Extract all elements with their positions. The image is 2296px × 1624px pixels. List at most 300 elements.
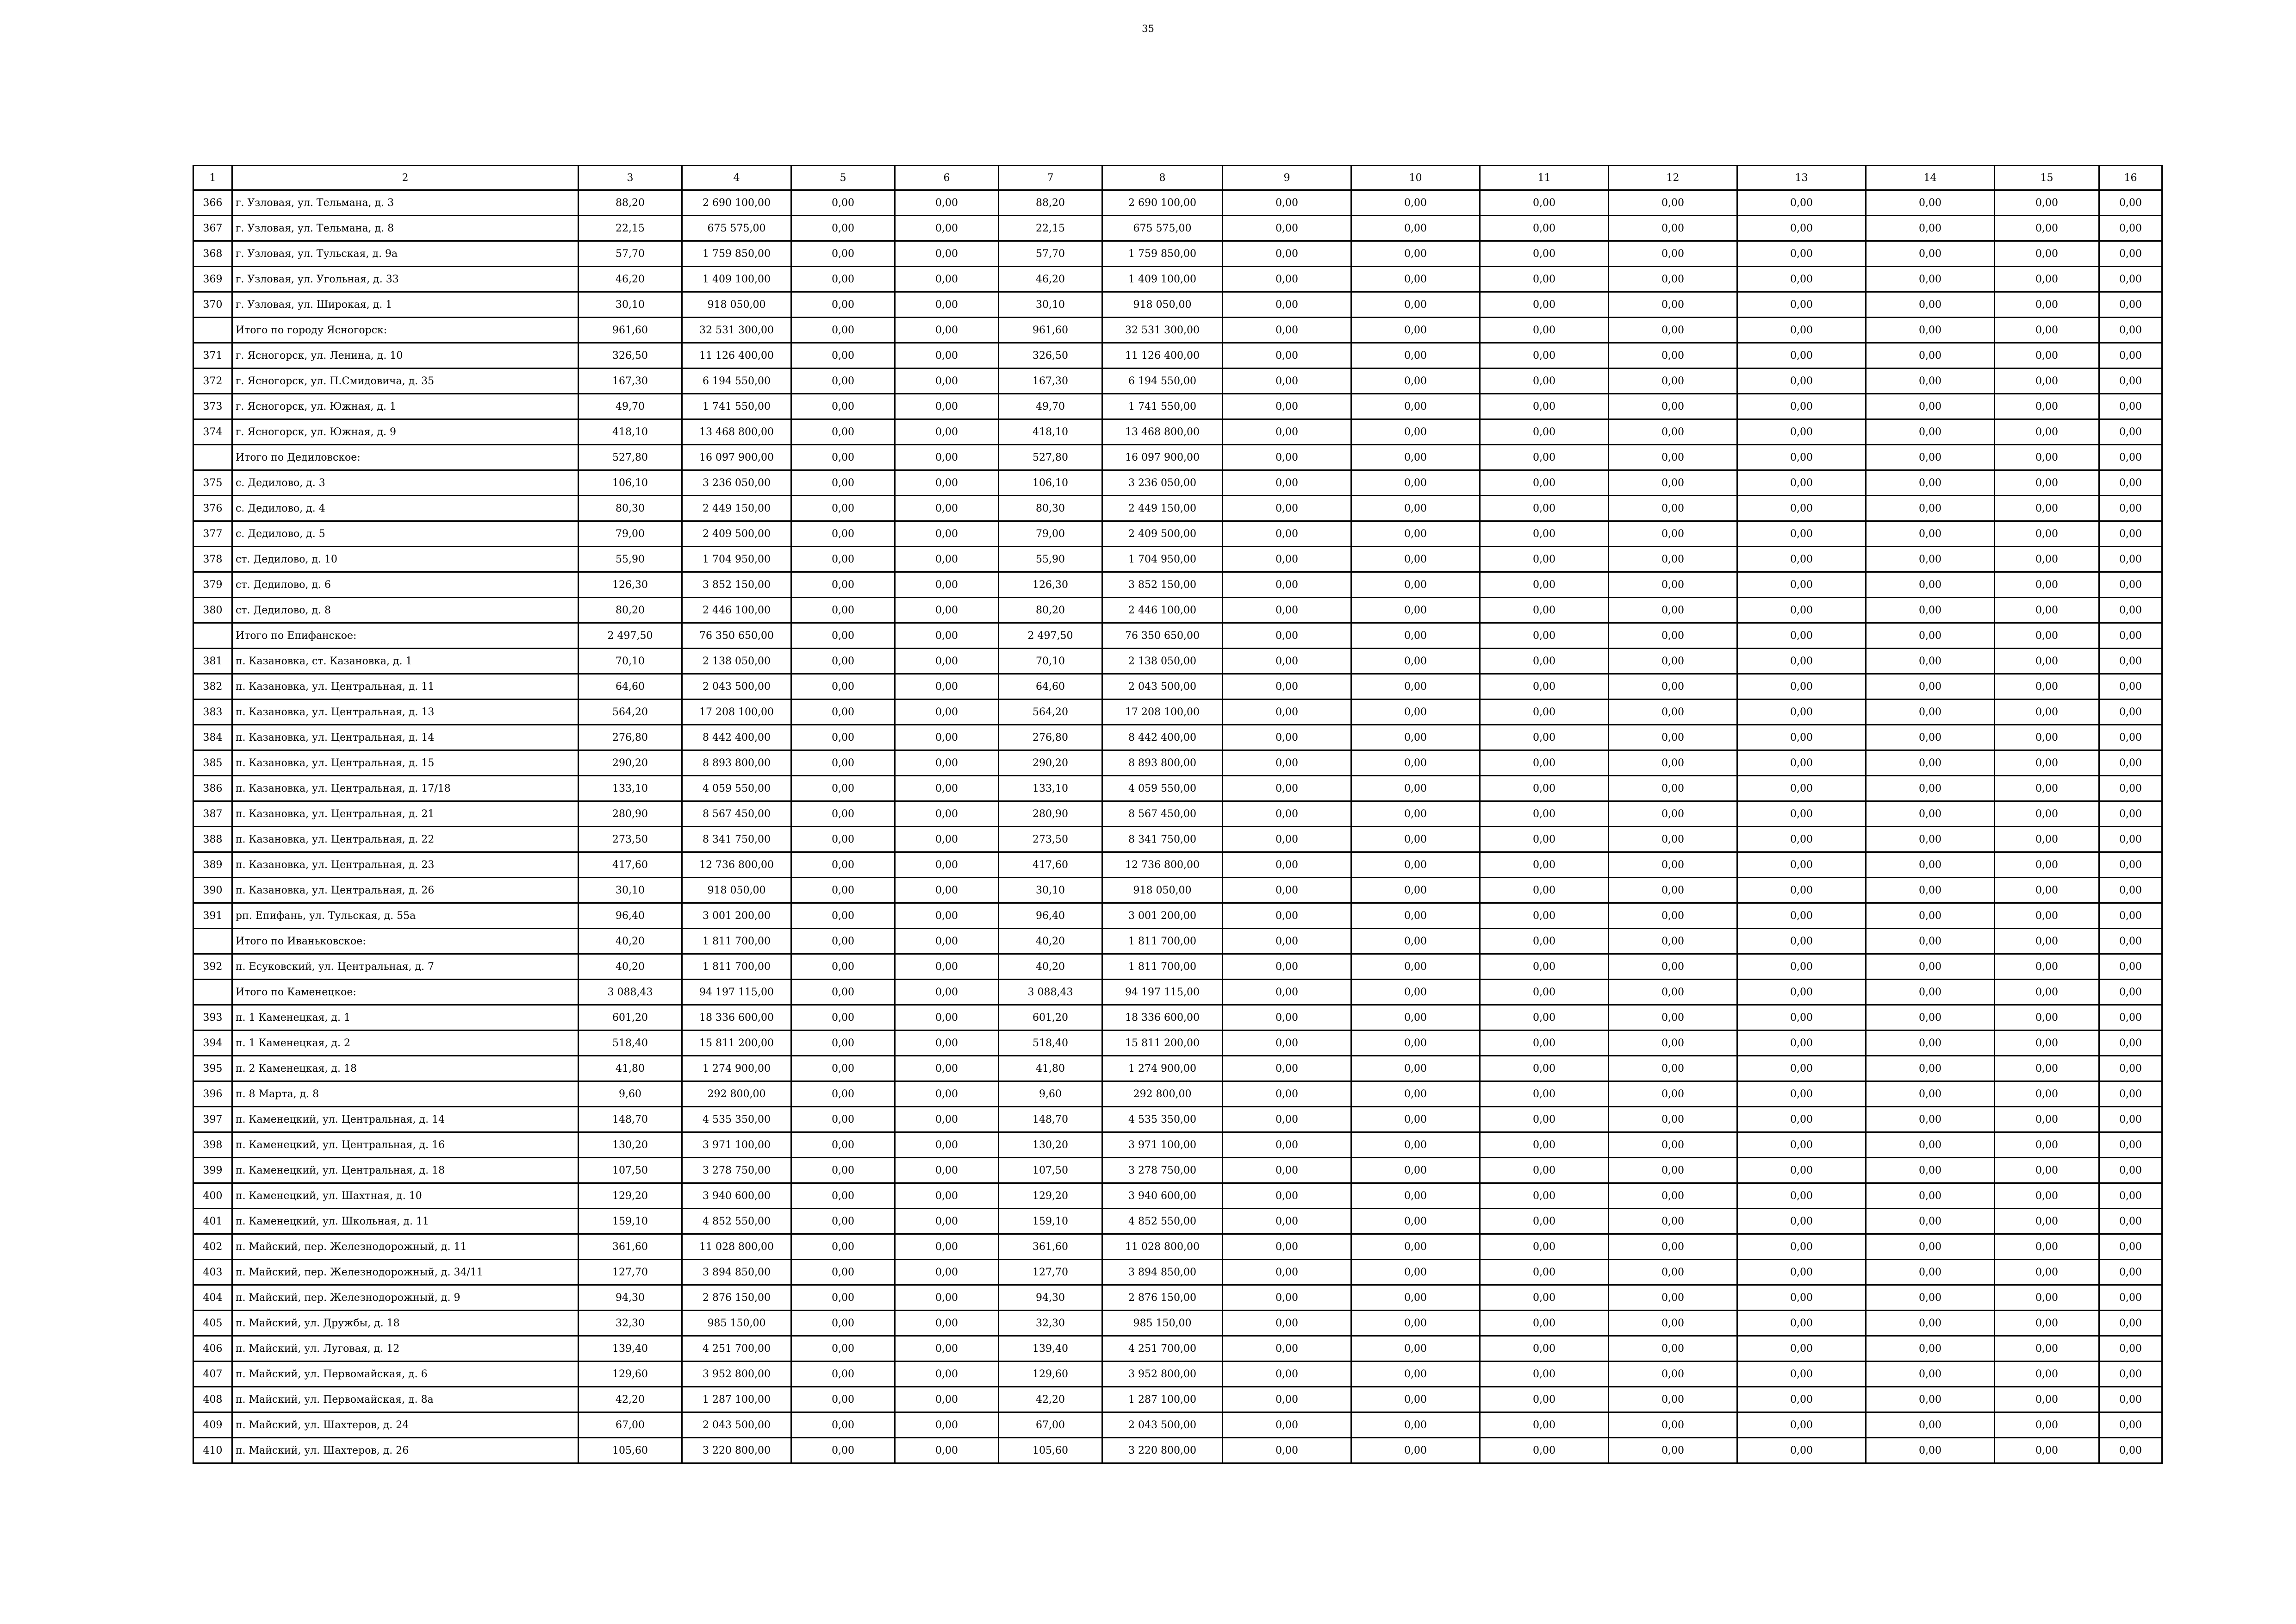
value-cell: 0,00 bbox=[1223, 1132, 1351, 1158]
value-cell: 0,00 bbox=[895, 1412, 999, 1438]
table-row bbox=[193, 649, 2162, 674]
value-cell: 0,00 bbox=[791, 725, 895, 750]
value-cell: 4 251 700,00 bbox=[682, 1336, 791, 1362]
value-cell: 0,00 bbox=[1609, 980, 1737, 1005]
row-number-cell: 376 bbox=[193, 496, 232, 521]
column-header: 12 bbox=[1609, 166, 1737, 190]
value-cell: 0,00 bbox=[1866, 216, 1995, 241]
value-cell: 0,00 bbox=[2099, 801, 2162, 827]
value-cell: 0,00 bbox=[2099, 1412, 2162, 1438]
value-cell: 0,00 bbox=[1609, 929, 1737, 954]
value-cell: 0,00 bbox=[1480, 801, 1609, 827]
value-cell: 0,00 bbox=[1223, 827, 1351, 852]
value-cell: 3 894 850,00 bbox=[1102, 1260, 1223, 1285]
value-cell: 0,00 bbox=[1866, 623, 1995, 649]
value-cell: 0,00 bbox=[895, 1081, 999, 1107]
value-cell: 0,00 bbox=[895, 1285, 999, 1311]
value-cell: 0,00 bbox=[1480, 1412, 1609, 1438]
row-number-cell bbox=[193, 980, 232, 1005]
value-cell: 0,00 bbox=[1223, 1336, 1351, 1362]
address-cell: п. Майский, ул. Шахтеров, д. 24 bbox=[232, 1412, 579, 1438]
value-cell: 46,20 bbox=[999, 267, 1102, 292]
value-cell: 16 097 900,00 bbox=[682, 445, 791, 470]
data-table bbox=[193, 165, 2163, 1464]
value-cell: 94,30 bbox=[999, 1285, 1102, 1311]
value-cell: 0,00 bbox=[895, 547, 999, 572]
value-cell: 129,60 bbox=[999, 1362, 1102, 1387]
value-cell: 0,00 bbox=[1480, 1260, 1609, 1285]
value-cell: 0,00 bbox=[2099, 216, 2162, 241]
value-cell: 11 028 800,00 bbox=[1102, 1234, 1223, 1260]
page-number: 35 bbox=[1142, 23, 1154, 34]
table-row bbox=[193, 598, 2162, 623]
value-cell: 167,30 bbox=[579, 369, 682, 394]
value-cell: 3 278 750,00 bbox=[1102, 1158, 1223, 1183]
value-cell: 4 251 700,00 bbox=[1102, 1336, 1223, 1362]
value-cell: 0,00 bbox=[1995, 725, 2099, 750]
table-row bbox=[193, 1081, 2162, 1107]
value-cell: 0,00 bbox=[1737, 649, 1866, 674]
value-cell: 3 852 150,00 bbox=[682, 572, 791, 598]
value-cell: 0,00 bbox=[1480, 1209, 1609, 1234]
value-cell: 0,00 bbox=[895, 903, 999, 929]
value-cell: 80,20 bbox=[999, 598, 1102, 623]
value-cell: 0,00 bbox=[1480, 419, 1609, 445]
value-cell: 0,00 bbox=[1223, 1387, 1351, 1412]
value-cell: 0,00 bbox=[2099, 776, 2162, 801]
value-cell: 0,00 bbox=[1866, 292, 1995, 318]
value-cell: 0,00 bbox=[2099, 1260, 2162, 1285]
value-cell: 0,00 bbox=[1995, 1183, 2099, 1209]
value-cell: 0,00 bbox=[1223, 929, 1351, 954]
column-header: 3 bbox=[579, 166, 682, 190]
value-cell: 0,00 bbox=[1480, 572, 1609, 598]
value-cell: 0,00 bbox=[1351, 521, 1480, 547]
value-cell: 0,00 bbox=[1223, 1158, 1351, 1183]
address-cell: п. Каменецкий, ул. Школьная, д. 11 bbox=[232, 1209, 579, 1234]
column-header: 11 bbox=[1480, 166, 1609, 190]
value-cell: 8 893 800,00 bbox=[682, 750, 791, 776]
value-cell: 0,00 bbox=[1609, 292, 1737, 318]
value-cell: 0,00 bbox=[1866, 419, 1995, 445]
value-cell: 0,00 bbox=[895, 496, 999, 521]
value-cell: 0,00 bbox=[1609, 903, 1737, 929]
address-cell: г. Узловая, ул. Тульская, д. 9а bbox=[232, 241, 579, 267]
value-cell: 0,00 bbox=[895, 292, 999, 318]
value-cell: 0,00 bbox=[1480, 521, 1609, 547]
value-cell: 0,00 bbox=[1480, 980, 1609, 1005]
table-row bbox=[193, 1158, 2162, 1183]
value-cell: 0,00 bbox=[895, 649, 999, 674]
value-cell: 70,10 bbox=[579, 649, 682, 674]
value-cell: 0,00 bbox=[1866, 241, 1995, 267]
value-cell: 0,00 bbox=[2099, 649, 2162, 674]
value-cell: 0,00 bbox=[1480, 776, 1609, 801]
value-cell: 0,00 bbox=[791, 267, 895, 292]
value-cell: 0,00 bbox=[1609, 394, 1737, 419]
value-cell: 133,10 bbox=[999, 776, 1102, 801]
value-cell: 290,20 bbox=[579, 750, 682, 776]
value-cell: 0,00 bbox=[1223, 496, 1351, 521]
value-cell: 3 940 600,00 bbox=[682, 1183, 791, 1209]
value-cell: 2 043 500,00 bbox=[682, 1412, 791, 1438]
value-cell: 0,00 bbox=[1609, 674, 1737, 700]
value-cell: 0,00 bbox=[1866, 1183, 1995, 1209]
value-cell: 0,00 bbox=[1609, 572, 1737, 598]
value-cell: 0,00 bbox=[895, 343, 999, 369]
value-cell: 0,00 bbox=[2099, 241, 2162, 267]
value-cell: 0,00 bbox=[1866, 343, 1995, 369]
row-number-cell: 387 bbox=[193, 801, 232, 827]
value-cell: 94,30 bbox=[579, 1285, 682, 1311]
value-cell: 32 531 300,00 bbox=[682, 318, 791, 343]
value-cell: 0,00 bbox=[2099, 852, 2162, 878]
value-cell: 0,00 bbox=[791, 394, 895, 419]
address-cell: п. Каменецкий, ул. Центральная, д. 18 bbox=[232, 1158, 579, 1183]
value-cell: 0,00 bbox=[1609, 1158, 1737, 1183]
value-cell: 0,00 bbox=[895, 241, 999, 267]
value-cell: 2 409 500,00 bbox=[1102, 521, 1223, 547]
value-cell: 0,00 bbox=[1351, 496, 1480, 521]
value-cell: 0,00 bbox=[1223, 674, 1351, 700]
value-cell: 0,00 bbox=[1223, 980, 1351, 1005]
value-cell: 0,00 bbox=[1609, 801, 1737, 827]
value-cell: 0,00 bbox=[791, 903, 895, 929]
value-cell: 0,00 bbox=[1480, 216, 1609, 241]
value-cell: 6 194 550,00 bbox=[682, 369, 791, 394]
value-cell: 0,00 bbox=[791, 954, 895, 980]
address-cell: Итого по Иваньковское: bbox=[232, 929, 579, 954]
value-cell: 3 236 050,00 bbox=[1102, 470, 1223, 496]
value-cell: 0,00 bbox=[1351, 674, 1480, 700]
table-row bbox=[193, 547, 2162, 572]
column-header: 9 bbox=[1223, 166, 1351, 190]
value-cell: 0,00 bbox=[1866, 496, 1995, 521]
value-cell: 88,20 bbox=[579, 190, 682, 216]
column-header: 10 bbox=[1351, 166, 1480, 190]
value-cell: 0,00 bbox=[791, 241, 895, 267]
value-cell: 3 001 200,00 bbox=[1102, 903, 1223, 929]
value-cell: 0,00 bbox=[791, 776, 895, 801]
value-cell: 0,00 bbox=[791, 1438, 895, 1463]
value-cell: 0,00 bbox=[1351, 801, 1480, 827]
value-cell: 0,00 bbox=[1609, 1209, 1737, 1234]
value-cell: 918 050,00 bbox=[682, 292, 791, 318]
value-cell: 0,00 bbox=[1737, 470, 1866, 496]
value-cell: 8 442 400,00 bbox=[1102, 725, 1223, 750]
value-cell: 0,00 bbox=[1351, 776, 1480, 801]
value-cell: 418,10 bbox=[999, 419, 1102, 445]
value-cell: 0,00 bbox=[1351, 980, 1480, 1005]
value-cell: 0,00 bbox=[1995, 470, 2099, 496]
value-cell: 0,00 bbox=[1609, 954, 1737, 980]
value-cell: 0,00 bbox=[1351, 1107, 1480, 1132]
value-cell: 0,00 bbox=[1737, 674, 1866, 700]
value-cell: 0,00 bbox=[2099, 598, 2162, 623]
value-cell: 0,00 bbox=[1609, 470, 1737, 496]
value-cell: 139,40 bbox=[579, 1336, 682, 1362]
table-row bbox=[193, 216, 2162, 241]
table-row bbox=[193, 1209, 2162, 1234]
value-cell: 0,00 bbox=[895, 1056, 999, 1081]
address-cell: с. Дедилово, д. 5 bbox=[232, 521, 579, 547]
value-cell: 417,60 bbox=[999, 852, 1102, 878]
value-cell: 0,00 bbox=[1995, 216, 2099, 241]
value-cell: 0,00 bbox=[2099, 1336, 2162, 1362]
value-cell: 361,60 bbox=[999, 1234, 1102, 1260]
value-cell: 0,00 bbox=[1995, 267, 2099, 292]
value-cell: 0,00 bbox=[1866, 980, 1995, 1005]
table-row bbox=[193, 419, 2162, 445]
value-cell: 1 741 550,00 bbox=[682, 394, 791, 419]
value-cell: 0,00 bbox=[1737, 852, 1866, 878]
value-cell: 0,00 bbox=[895, 521, 999, 547]
value-cell: 0,00 bbox=[1609, 649, 1737, 674]
row-number-cell: 398 bbox=[193, 1132, 232, 1158]
row-number-cell: 390 bbox=[193, 878, 232, 903]
value-cell: 0,00 bbox=[895, 1183, 999, 1209]
value-cell: 1 811 700,00 bbox=[682, 954, 791, 980]
value-cell: 40,20 bbox=[579, 954, 682, 980]
value-cell: 0,00 bbox=[1995, 521, 2099, 547]
value-cell: 273,50 bbox=[999, 827, 1102, 852]
value-cell: 0,00 bbox=[895, 776, 999, 801]
address-cell: п. Казановка, ст. Казановка, д. 1 bbox=[232, 649, 579, 674]
value-cell: 0,00 bbox=[1737, 878, 1866, 903]
value-cell: 0,00 bbox=[1223, 1412, 1351, 1438]
value-cell: 0,00 bbox=[1995, 419, 2099, 445]
value-cell: 0,00 bbox=[1351, 903, 1480, 929]
value-cell: 0,00 bbox=[791, 547, 895, 572]
value-cell: 0,00 bbox=[1351, 572, 1480, 598]
value-cell: 527,80 bbox=[579, 445, 682, 470]
value-cell: 80,20 bbox=[579, 598, 682, 623]
value-cell: 0,00 bbox=[1480, 190, 1609, 216]
row-number-cell: 400 bbox=[193, 1183, 232, 1209]
value-cell: 0,00 bbox=[1995, 1031, 2099, 1056]
value-cell: 0,00 bbox=[1737, 700, 1866, 725]
value-cell: 167,30 bbox=[999, 369, 1102, 394]
value-cell: 79,00 bbox=[999, 521, 1102, 547]
value-cell: 130,20 bbox=[579, 1132, 682, 1158]
value-cell: 0,00 bbox=[1223, 1005, 1351, 1031]
value-cell: 0,00 bbox=[791, 1412, 895, 1438]
address-cell: рп. Епифань, ул. Тульская, д. 55а bbox=[232, 903, 579, 929]
value-cell: 0,00 bbox=[1223, 1031, 1351, 1056]
value-cell: 0,00 bbox=[1737, 980, 1866, 1005]
value-cell: 276,80 bbox=[579, 725, 682, 750]
value-cell: 0,00 bbox=[1609, 190, 1737, 216]
value-cell: 0,00 bbox=[1995, 547, 2099, 572]
table-row bbox=[193, 1132, 2162, 1158]
value-cell: 0,00 bbox=[1480, 852, 1609, 878]
value-cell: 106,10 bbox=[579, 470, 682, 496]
value-cell: 0,00 bbox=[1223, 267, 1351, 292]
table-row bbox=[193, 1260, 2162, 1285]
value-cell: 0,00 bbox=[1223, 750, 1351, 776]
value-cell: 0,00 bbox=[791, 521, 895, 547]
value-cell: 0,00 bbox=[1223, 725, 1351, 750]
value-cell: 12 736 800,00 bbox=[1102, 852, 1223, 878]
value-cell: 32,30 bbox=[579, 1311, 682, 1336]
value-cell: 0,00 bbox=[895, 1005, 999, 1031]
value-cell: 0,00 bbox=[1609, 267, 1737, 292]
value-cell: 0,00 bbox=[1223, 1438, 1351, 1463]
value-cell: 564,20 bbox=[999, 700, 1102, 725]
value-cell: 0,00 bbox=[2099, 954, 2162, 980]
value-cell: 0,00 bbox=[1351, 419, 1480, 445]
row-number-cell: 409 bbox=[193, 1412, 232, 1438]
value-cell: 0,00 bbox=[1223, 241, 1351, 267]
value-cell: 130,20 bbox=[999, 1132, 1102, 1158]
value-cell: 2 409 500,00 bbox=[682, 521, 791, 547]
value-cell: 1 741 550,00 bbox=[1102, 394, 1223, 419]
value-cell: 0,00 bbox=[1480, 750, 1609, 776]
value-cell: 0,00 bbox=[1995, 852, 2099, 878]
value-cell: 94 197 115,00 bbox=[1102, 980, 1223, 1005]
table-row bbox=[193, 190, 2162, 216]
row-number-cell: 382 bbox=[193, 674, 232, 700]
value-cell: 0,00 bbox=[1737, 903, 1866, 929]
table-row bbox=[193, 292, 2162, 318]
value-cell: 0,00 bbox=[1351, 343, 1480, 369]
value-cell: 0,00 bbox=[1866, 776, 1995, 801]
value-cell: 0,00 bbox=[1866, 1056, 1995, 1081]
value-cell: 0,00 bbox=[1351, 1336, 1480, 1362]
value-cell: 4 535 350,00 bbox=[1102, 1107, 1223, 1132]
address-cell: п. Казановка, ул. Центральная, д. 11 bbox=[232, 674, 579, 700]
value-cell: 8 341 750,00 bbox=[682, 827, 791, 852]
value-cell: 0,00 bbox=[1866, 1311, 1995, 1336]
value-cell: 0,00 bbox=[1351, 1081, 1480, 1107]
address-cell: п. Майский, ул. Шахтеров, д. 26 bbox=[232, 1438, 579, 1463]
value-cell: 55,90 bbox=[579, 547, 682, 572]
value-cell: 0,00 bbox=[1223, 394, 1351, 419]
value-cell: 417,60 bbox=[579, 852, 682, 878]
value-cell: 127,70 bbox=[579, 1260, 682, 1285]
value-cell: 280,90 bbox=[999, 801, 1102, 827]
value-cell: 0,00 bbox=[1737, 1285, 1866, 1311]
value-cell: 0,00 bbox=[2099, 750, 2162, 776]
value-cell: 0,00 bbox=[1995, 1311, 2099, 1336]
value-cell: 0,00 bbox=[1737, 496, 1866, 521]
value-cell: 0,00 bbox=[2099, 980, 2162, 1005]
value-cell: 0,00 bbox=[1866, 700, 1995, 725]
row-number-cell: 404 bbox=[193, 1285, 232, 1311]
value-cell: 0,00 bbox=[895, 572, 999, 598]
value-cell: 0,00 bbox=[1609, 1260, 1737, 1285]
value-cell: 0,00 bbox=[1866, 445, 1995, 470]
value-cell: 80,30 bbox=[579, 496, 682, 521]
value-cell: 601,20 bbox=[999, 1005, 1102, 1031]
value-cell: 0,00 bbox=[2099, 369, 2162, 394]
value-cell: 2 449 150,00 bbox=[1102, 496, 1223, 521]
value-cell: 8 442 400,00 bbox=[682, 725, 791, 750]
value-cell: 0,00 bbox=[1737, 1209, 1866, 1234]
value-cell: 0,00 bbox=[1223, 776, 1351, 801]
value-cell: 64,60 bbox=[999, 674, 1102, 700]
value-cell: 675 575,00 bbox=[682, 216, 791, 241]
address-cell: п. Казановка, ул. Центральная, д. 23 bbox=[232, 852, 579, 878]
row-number-cell: 394 bbox=[193, 1031, 232, 1056]
value-cell: 0,00 bbox=[791, 929, 895, 954]
row-number-cell: 381 bbox=[193, 649, 232, 674]
table-row bbox=[193, 1183, 2162, 1209]
value-cell: 0,00 bbox=[1995, 1234, 2099, 1260]
value-cell: 0,00 bbox=[1351, 1183, 1480, 1209]
value-cell: 0,00 bbox=[1351, 547, 1480, 572]
value-cell: 0,00 bbox=[1737, 1031, 1866, 1056]
value-cell: 0,00 bbox=[1223, 1056, 1351, 1081]
value-cell: 0,00 bbox=[1480, 878, 1609, 903]
value-cell: 30,10 bbox=[579, 878, 682, 903]
row-number-cell: 368 bbox=[193, 241, 232, 267]
value-cell: 0,00 bbox=[1737, 1412, 1866, 1438]
value-cell: 0,00 bbox=[1737, 572, 1866, 598]
value-cell: 0,00 bbox=[1223, 1081, 1351, 1107]
address-cell: п. 1 Каменецкая, д. 2 bbox=[232, 1031, 579, 1056]
value-cell: 0,00 bbox=[1995, 1260, 2099, 1285]
value-cell: 0,00 bbox=[791, 852, 895, 878]
address-cell: ст. Дедилово, д. 6 bbox=[232, 572, 579, 598]
row-number-cell: 377 bbox=[193, 521, 232, 547]
value-cell: 22,15 bbox=[579, 216, 682, 241]
value-cell: 0,00 bbox=[1737, 369, 1866, 394]
value-cell: 139,40 bbox=[999, 1336, 1102, 1362]
value-cell: 0,00 bbox=[791, 1209, 895, 1234]
row-number-cell: 403 bbox=[193, 1260, 232, 1285]
value-cell: 2 449 150,00 bbox=[682, 496, 791, 521]
table-row bbox=[193, 1107, 2162, 1132]
address-cell: г. Узловая, ул. Тельмана, д. 3 bbox=[232, 190, 579, 216]
value-cell: 0,00 bbox=[2099, 929, 2162, 954]
value-cell: 0,00 bbox=[1995, 1285, 2099, 1311]
value-cell: 0,00 bbox=[1995, 903, 2099, 929]
value-cell: 0,00 bbox=[1995, 1209, 2099, 1234]
value-cell: 1 409 100,00 bbox=[1102, 267, 1223, 292]
value-cell: 0,00 bbox=[1737, 267, 1866, 292]
value-cell: 0,00 bbox=[1737, 954, 1866, 980]
value-cell: 0,00 bbox=[1223, 1311, 1351, 1336]
value-cell: 17 208 100,00 bbox=[682, 700, 791, 725]
value-cell: 8 341 750,00 bbox=[1102, 827, 1223, 852]
value-cell: 0,00 bbox=[2099, 394, 2162, 419]
value-cell: 0,00 bbox=[1609, 343, 1737, 369]
value-cell: 0,00 bbox=[791, 419, 895, 445]
value-cell: 0,00 bbox=[791, 1362, 895, 1387]
value-cell: 0,00 bbox=[1609, 827, 1737, 852]
column-header: 16 bbox=[2099, 166, 2162, 190]
address-cell: г. Ясногорск, ул. Южная, д. 9 bbox=[232, 419, 579, 445]
address-cell: п. Казановка, ул. Центральная, д. 22 bbox=[232, 827, 579, 852]
value-cell: 0,00 bbox=[791, 292, 895, 318]
value-cell: 0,00 bbox=[1737, 1056, 1866, 1081]
value-cell: 0,00 bbox=[1866, 649, 1995, 674]
value-cell: 0,00 bbox=[1737, 623, 1866, 649]
value-cell: 3 220 800,00 bbox=[1102, 1438, 1223, 1463]
value-cell: 0,00 bbox=[1995, 1158, 2099, 1183]
value-cell: 57,70 bbox=[999, 241, 1102, 267]
value-cell: 985 150,00 bbox=[682, 1311, 791, 1336]
value-cell: 0,00 bbox=[1480, 1234, 1609, 1260]
table-row bbox=[193, 1438, 2162, 1463]
value-cell: 0,00 bbox=[1866, 903, 1995, 929]
value-cell: 0,00 bbox=[1223, 1285, 1351, 1311]
value-cell: 0,00 bbox=[895, 1234, 999, 1260]
value-cell: 0,00 bbox=[1223, 369, 1351, 394]
value-cell: 0,00 bbox=[791, 1260, 895, 1285]
value-cell: 0,00 bbox=[2099, 827, 2162, 852]
